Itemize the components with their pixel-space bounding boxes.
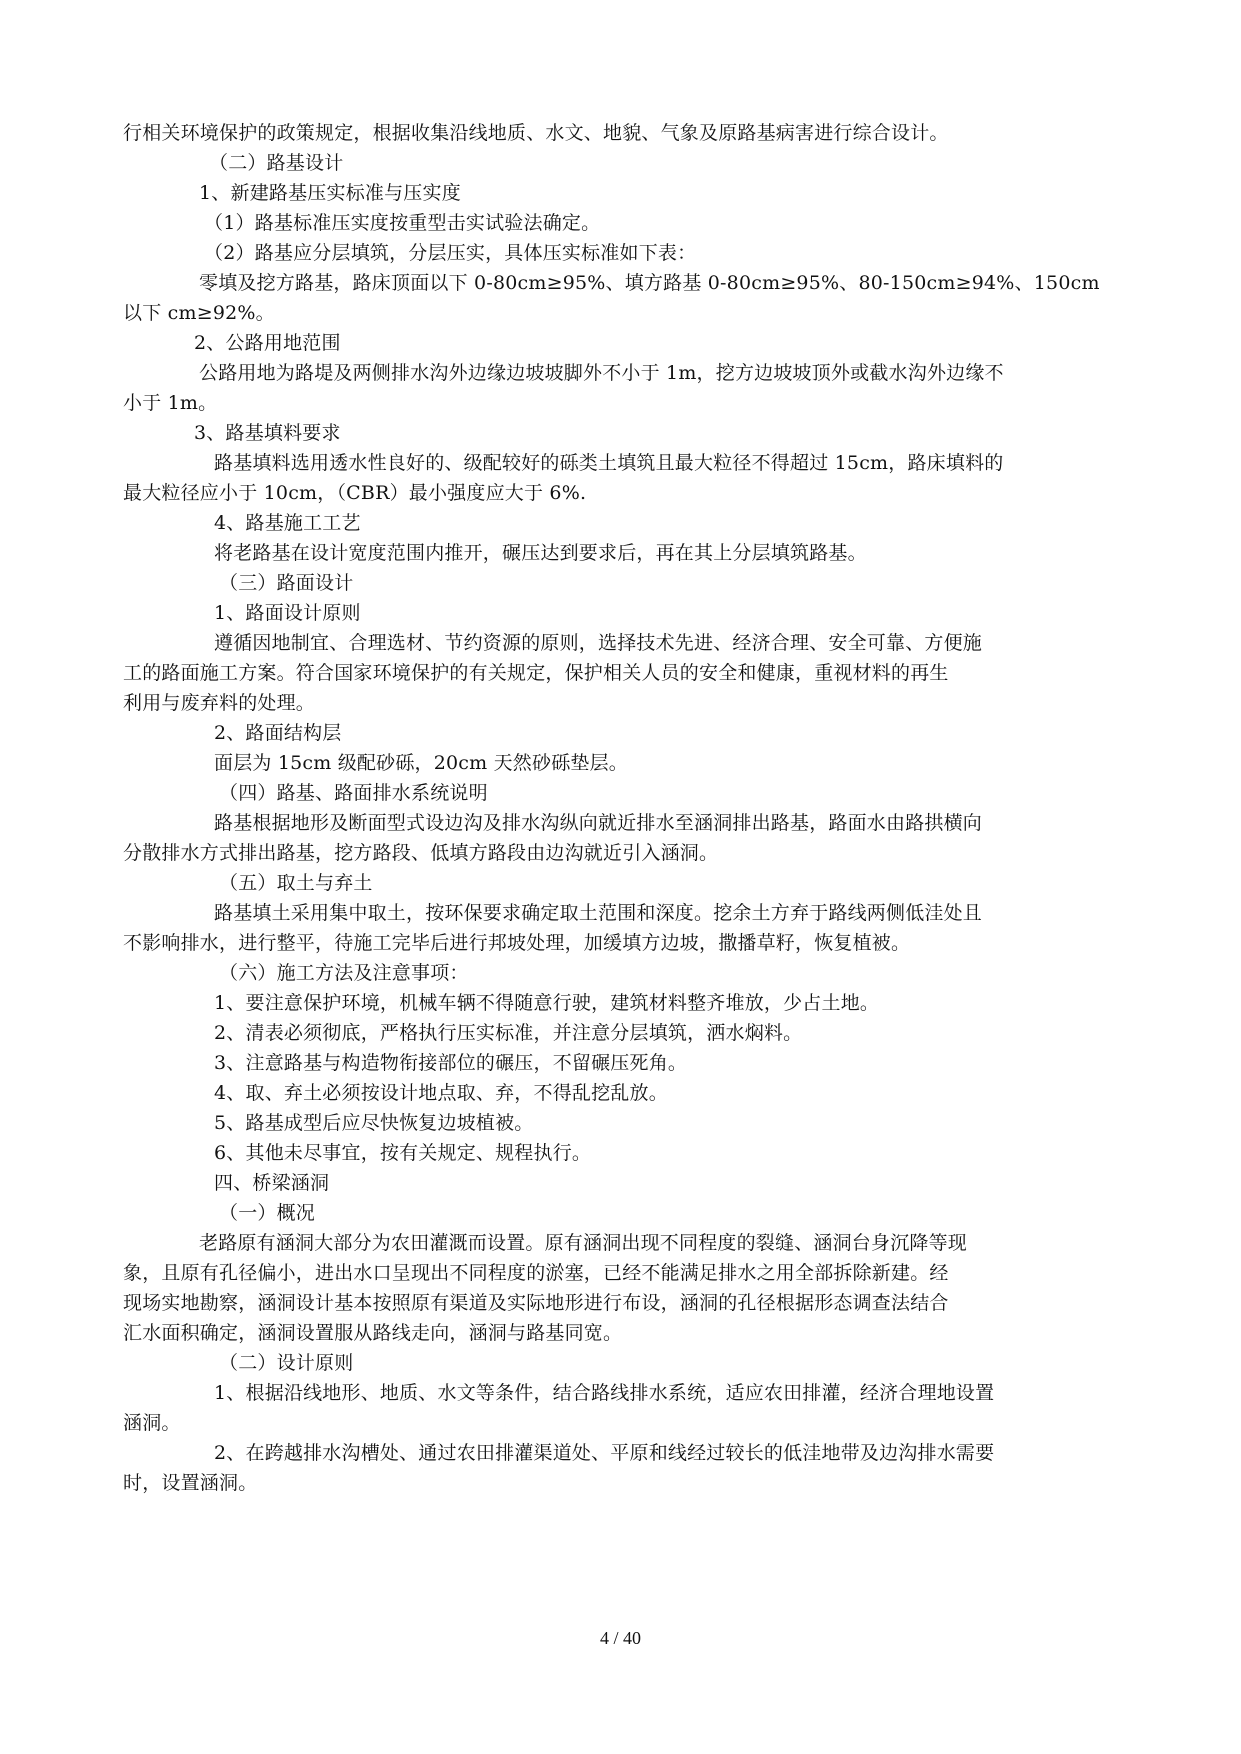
- text-line: 象，且原有孔径偏小，进出水口呈现出不同程度的淤塞，已经不能满足排水之用全部拆除新建。经: [123, 1262, 949, 1284]
- subsection-heading: 4、路基施工工艺: [214, 512, 361, 534]
- text-line: 遵循因地制宜、合理选材、节约资源的原则，选择技术先进、经济合理、安全可靠、方便施: [214, 632, 983, 654]
- chapter-heading: 四、桥梁涵洞: [214, 1172, 330, 1194]
- section-heading: （一）概况: [219, 1202, 316, 1224]
- text-line: 1、要注意保护环境，机械车辆不得随意行驶，建筑材料整齐堆放，少占土地。: [214, 992, 880, 1014]
- section-heading: （六）施工方法及注意事项：: [219, 962, 469, 984]
- text-line: 2、在跨越排水沟槽处、通过农田排灌渠道处、平原和线经过较长的低洼地带及边沟排水需要: [214, 1442, 995, 1464]
- text-line: （1）路基标准压实度按重型击实试验法确定。: [204, 212, 601, 234]
- section-heading: （二）设计原则: [219, 1352, 354, 1374]
- text-line: 老路原有涵洞大部分为农田灌溉而设置。原有涵洞出现不同程度的裂缝、涵洞台身沉降等现: [199, 1232, 968, 1254]
- subsection-heading: 2、公路用地范围: [194, 332, 341, 354]
- text-line: （2）路基应分层填筑，分层压实，具体压实标准如下表：: [204, 242, 697, 264]
- text-line: 工的路面施工方案。符合国家环境保护的有关规定，保护相关人员的安全和健康，重视材料的再生: [123, 662, 949, 684]
- text-line: 零填及挖方路基，路床顶面以下 0-80cm≥95%、填方路基 0-80cm≥95%、80-150cm≥94%、150cm: [199, 272, 1100, 294]
- text-line: 汇水面积确定，涵洞设置服从路线走向，涵洞与路基同宽。: [123, 1322, 623, 1344]
- text-line: 4、取、弃土必须按设计地点取、弃，不得乱挖乱放。: [214, 1082, 668, 1104]
- text-line: 最大粒径应小于 10cm，（CBR）最小强度应大于 6%.: [123, 482, 587, 504]
- text-line: 5、路基成型后应尽快恢复边坡植被。: [214, 1112, 534, 1134]
- section-heading: （五）取土与弃土: [219, 872, 373, 894]
- text-line: 以下 cm≥92%。: [123, 302, 275, 324]
- text-line: 现场实地勘察，涵洞设计基本按照原有渠道及实际地形进行布设，涵洞的孔径根据形态调查法结合: [123, 1292, 949, 1314]
- text-line: 公路用地为路堤及两侧排水沟外边缘边坡坡脚外不小于 1m，挖方边坡坡顶外或截水沟外边缘不: [199, 362, 1004, 384]
- text-line: 1、根据沿线地形、地质、水文等条件，结合路线排水系统，适应农田排灌，经济合理地设置: [214, 1382, 995, 1404]
- section-heading: （四）路基、路面排水系统说明: [219, 782, 488, 804]
- text-line: 不影响排水，进行整平，待施工完毕后进行邦坡处理，加缓填方边坡，撒播草籽，恢复植被。: [123, 932, 911, 954]
- text-line: 利用与废弃料的处理。: [123, 692, 316, 714]
- text-line: 面层为 15cm 级配砂砾，20cm 天然砂砾垫层。: [214, 752, 628, 774]
- text-line: 涵洞。: [123, 1412, 181, 1434]
- section-heading: （二）路基设计: [209, 152, 344, 174]
- text-line: 行相关环境保护的政策规定，根据收集沿线地质、水文、地貌、气象及原路基病害进行综合设计。: [123, 122, 949, 144]
- text-line: 6、其他未尽事宜，按有关规定、规程执行。: [214, 1142, 592, 1164]
- section-heading: （三）路面设计: [219, 572, 354, 594]
- text-line: 路基填料选用透水性良好的、级配较好的砾类土填筑且最大粒径不得超过 15cm，路床填料的: [214, 452, 1004, 474]
- text-line: 将老路基在设计宽度范围内推开，碾压达到要求后，再在其上分层填筑路基。: [214, 542, 867, 564]
- subsection-heading: 1、路面设计原则: [214, 602, 361, 624]
- text-line: 小于 1m。: [123, 392, 218, 414]
- text-line: 分散排水方式排出路基，挖方路段、低填方路段由边沟就近引入涵洞。: [123, 842, 719, 864]
- subsection-heading: 3、路基填料要求: [194, 422, 341, 444]
- subsection-heading: 1、新建路基压实标准与压实度: [199, 182, 461, 204]
- text-line: 时，设置涵洞。: [123, 1472, 258, 1494]
- text-line: 3、注意路基与构造物衔接部位的碾压，不留碾压死角。: [214, 1052, 688, 1074]
- text-line: 2、清表必须彻底，严格执行压实标准，并注意分层填筑，洒水焖料。: [214, 1022, 803, 1044]
- page-number: 4 / 40: [599, 1628, 641, 1648]
- text-line: 路基填土采用集中取土，按环保要求确定取土范围和深度。挖余土方弃于路线两侧低洼处且: [214, 902, 983, 924]
- subsection-heading: 2、路面结构层: [214, 722, 342, 744]
- text-line: 路基根据地形及断面型式设边沟及排水沟纵向就近排水至涵洞排出路基，路面水由路拱横向: [214, 812, 983, 834]
